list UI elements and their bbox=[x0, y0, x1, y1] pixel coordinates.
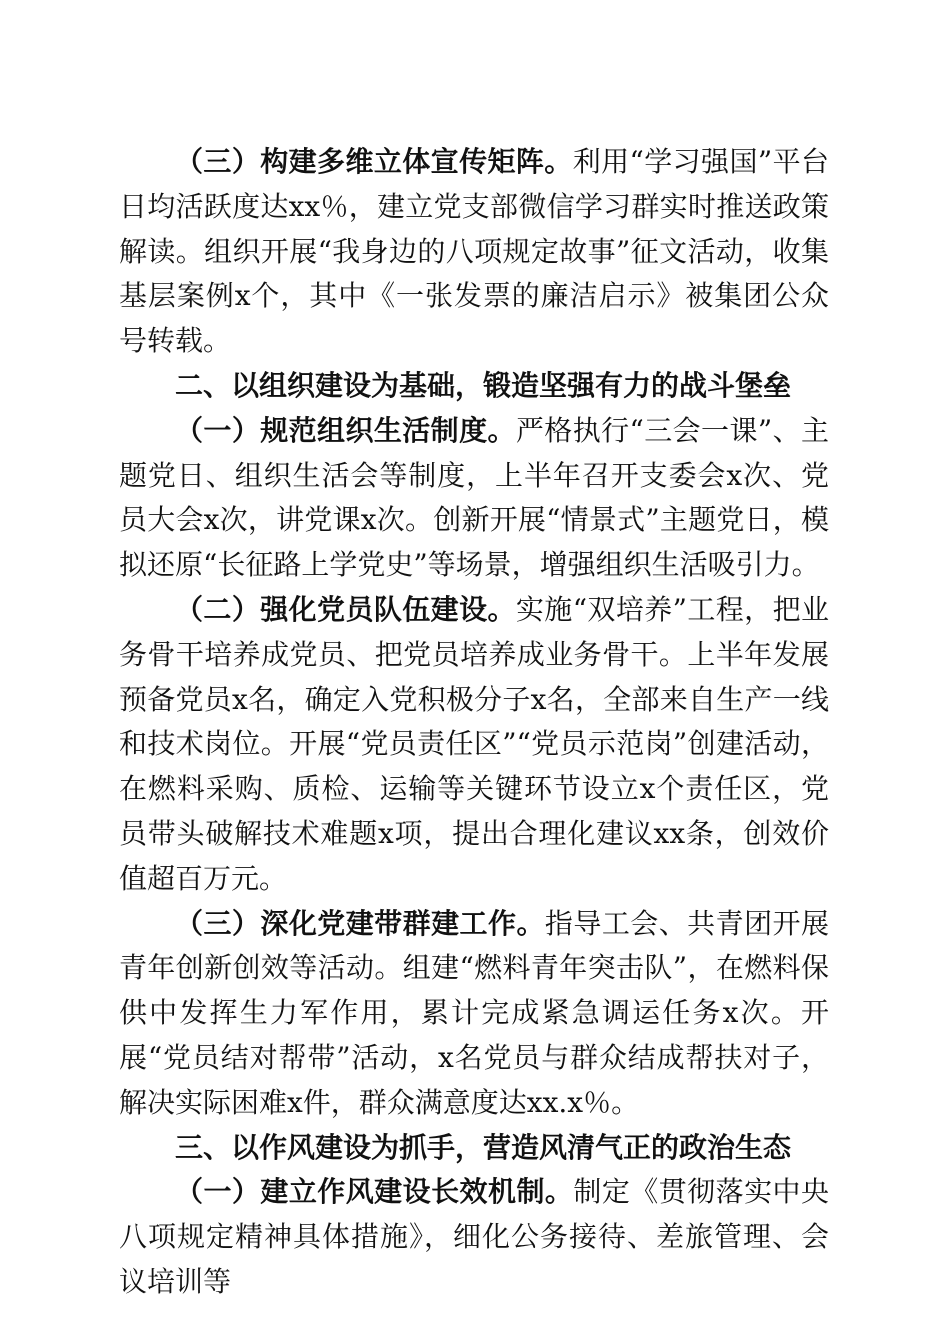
paragraph-subtitle: （三）深化党建带群建工作。 bbox=[175, 906, 545, 940]
paragraph-body: 严格执行“三会一课”、主题党日、组织生活会等制度，上半年召开支委会x次、党员大会x次，讲党课x次。创新开展“情景式”主题党日，模拟还原“长征路上学党史”等场景，增强组织生活吸引力。 bbox=[119, 413, 829, 582]
paragraph-subtitle: （一）建立作风建设长效机制。 bbox=[175, 1175, 574, 1209]
document-page bbox=[119, 140, 829, 1305]
paragraph-organization-life bbox=[119, 409, 829, 588]
paragraph-long-term-mechanism bbox=[119, 1170, 829, 1304]
paragraph-subtitle: （一）规范组织生活制度。 bbox=[175, 413, 516, 447]
paragraph-body: 指导工会、共青团开展青年创新创效等活动。组建“燃料青年突击队”，在燃料保供中发挥生力军作用，累计完成紧急调运任务x次。开展“党员结对帮带”活动，x名党员与群众结成帮扶对子，解决实际困难x件，群众满意度达xx.x％。 bbox=[119, 906, 829, 1119]
paragraph-subtitle: （二）强化党员队伍建设。 bbox=[175, 592, 516, 626]
paragraph-body: 利用“学习强国”平台日均活跃度达xx％，建立党支部微信学习群实时推送政策解读。组织开展“我身边的八项规定故事”征文活动，收集基层案例x个，其中《一张发票的廉洁启示》被集团公众号转载。 bbox=[119, 145, 829, 358]
paragraph-body: 实施“双培养”工程，把业务骨干培养成党员、把党员培养成业务骨干。上半年发展预备党员x名，确定入党积极分子x名，全部来自生产一线和技术岗位。开展“党员责任区”“党员示范岗”创建活动，在燃料采购、质检、运输等关键环节设立x个责任区，党员带头破解技术难题x项，提出合理化建议xx条，创效价值超百万元。 bbox=[119, 592, 829, 895]
paragraph-member-team bbox=[119, 588, 829, 902]
paragraph-subtitle: （三）构建多维立体宣传矩阵。 bbox=[175, 145, 573, 178]
section-heading-organization: 二、以组织建设为基础，锻造坚强有力的战斗堡垒 bbox=[175, 368, 792, 402]
paragraph-body: 制定《贯彻落实中央八项规定精神具体措施》，细化公务接待、差旅管理、会议培训等 bbox=[119, 1175, 829, 1298]
paragraph-mass-organizations bbox=[119, 902, 829, 1126]
paragraph-publicity-matrix bbox=[119, 140, 829, 364]
section-heading-work-style: 三、以作风建设为抓手，营造风清气正的政治生态 bbox=[175, 1130, 792, 1164]
